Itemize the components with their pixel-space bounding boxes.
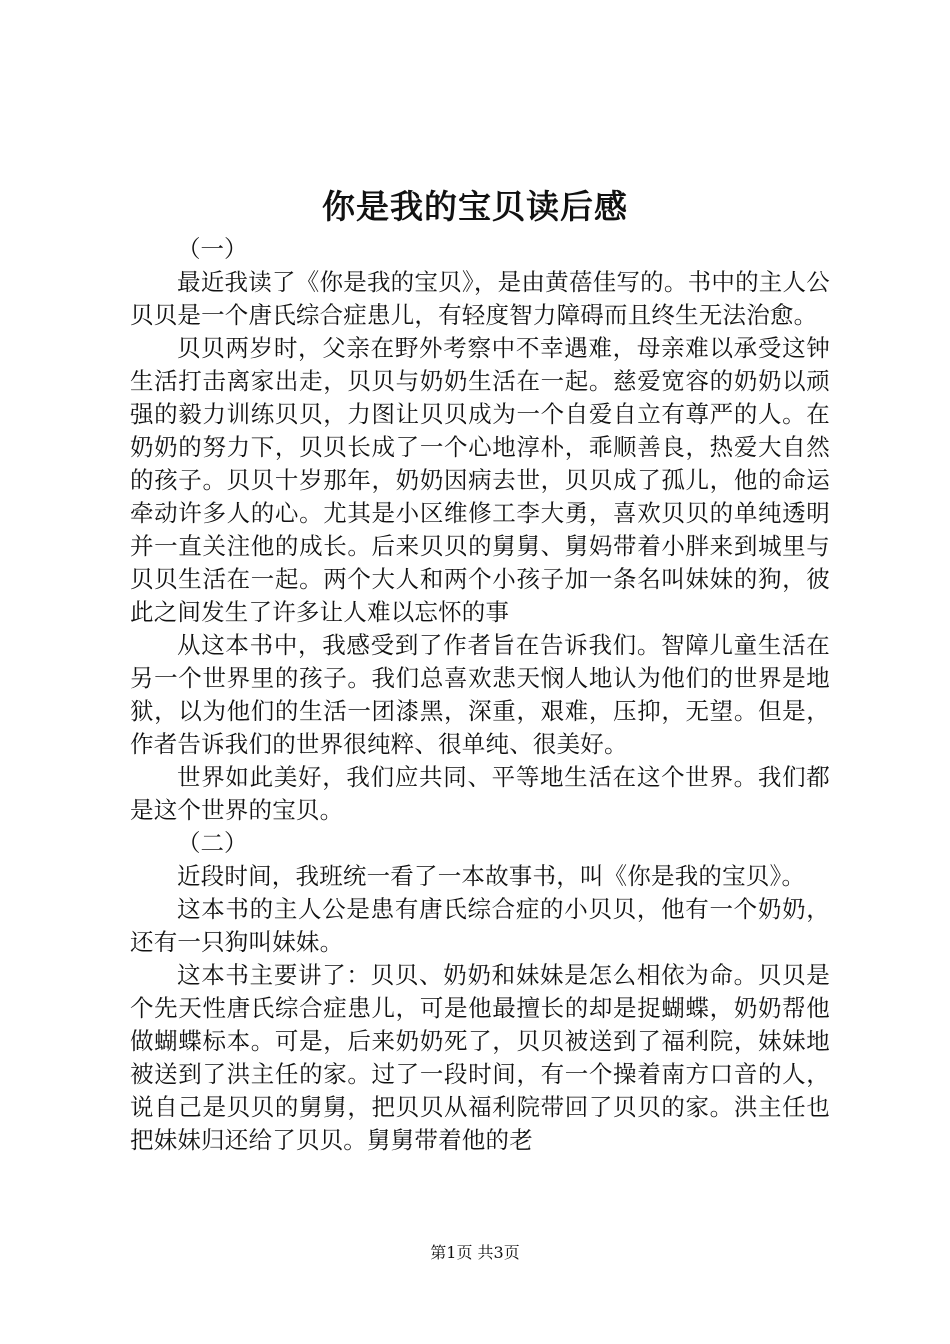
document-body bbox=[130, 233, 830, 1157]
paragraph: 最近我读了《你是我的宝贝》，是由黄蓓佳写的。书中的主人公贝贝是一个唐氏综合症患儿，有轻度智力障碍而且终生无法治愈。 bbox=[130, 268, 830, 329]
section-heading-1: （一） bbox=[177, 235, 248, 263]
paragraph: 近段时间，我班统一看了一本故事书，叫《你是我的宝贝》。 bbox=[177, 862, 806, 890]
paragraph: 从这本书中，我感受到了作者旨在告诉我们。智障儿童生活在另一个世界里的孩子。我们总喜欢悲天悯人地认为他们的世界是地狱，以为他们的生活一团漆黑，深重，艰难，压抑，无望。但是，作者告诉我们的世界很纯粹、很单纯、很美好。 bbox=[130, 631, 830, 758]
paragraph: 贝贝两岁时，父亲在野外考察中不幸遇难，母亲难以承受这钟生活打击离家出走，贝贝与奶奶生活在一起。慈爱宽容的奶奶以顽强的毅力训练贝贝，力图让贝贝成为一个自爱自立有尊严的人。在奶奶的努力下，贝贝长成了一个心地淳朴，乖顺善良，热爱大自然的孩子。贝贝十岁那年，奶奶因病去世，贝贝成了孤儿，他的命运牵动许多人的心。尤其是小区维修工李大勇，喜欢贝贝的单纯透明并一直关注他的成长。后来贝贝的舅舅、舅妈带着小胖来到城里与贝贝生活在一起。两个大人和两个小孩子加一条名叫妹妹的狗，彼此之间发生了许多让人难以忘怀的事 bbox=[130, 334, 830, 626]
section-heading-2: （二） bbox=[177, 829, 248, 857]
paragraph: 这本书的主人公是患有唐氏综合症的小贝贝，他有一个奶奶，还有一只狗叫妹妹。 bbox=[130, 895, 830, 956]
paragraph: 世界如此美好，我们应共同、平等地生活在这个世界。我们都是这个世界的宝贝。 bbox=[130, 763, 830, 824]
page-footer: 第1页 共3页 bbox=[430, 1243, 520, 1262]
paragraph: 这本书主要讲了：贝贝、奶奶和妹妹是怎么相依为命。贝贝是个先天性唐氏综合症患儿，可是他最擅长的却是捉蝴蝶，奶奶帮他做蝴蝶标本。可是，后来奶奶死了，贝贝被送到了福利院，妹妹地被送到了洪主任的家。过了一段时间，有一个操着南方口音的人，说自己是贝贝的舅舅，把贝贝从福利院带回了贝贝的家。洪主任也把妹妹归还给了贝贝。舅舅带着他的老 bbox=[130, 961, 830, 1154]
document-title: 你是我的宝贝读后感 bbox=[322, 187, 628, 226]
